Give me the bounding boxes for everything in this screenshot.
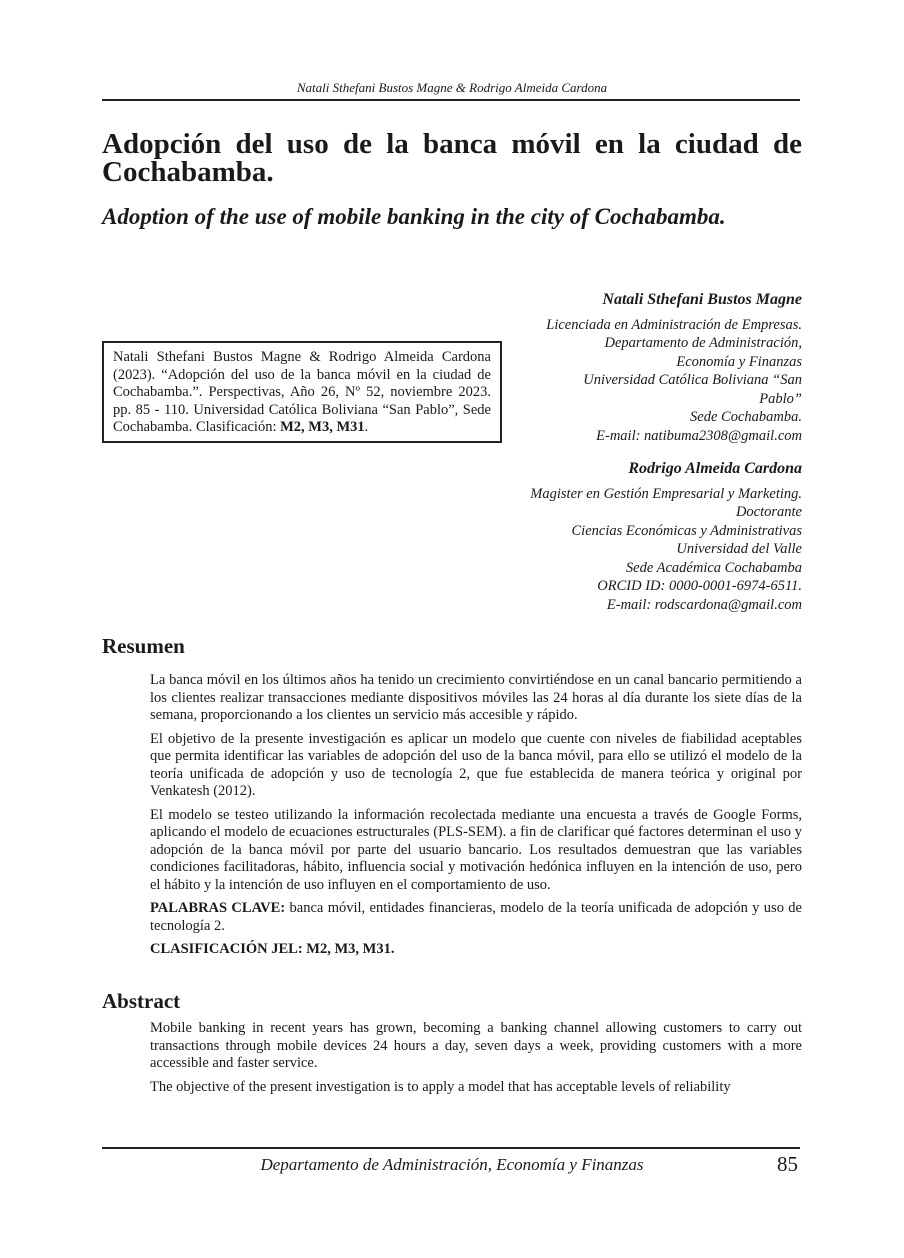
resumen-heading: Resumen <box>102 634 185 658</box>
running-header: Natali Sthefani Bustos Magne & Rodrigo Almeida Cardona <box>296 80 608 95</box>
page-number: 85 <box>777 1152 798 1176</box>
author-affiliation-line: Licenciada en Administración de Empresas. <box>546 316 802 333</box>
resumen-paragraph: La banca móvil en los últimos años ha tenido un crecimiento convirtiéndose en un canal bancario permitiendo a los clientes realizar transacciones mediante dispositivos móviles las 24 horas al día durante los siete días de la semana, proporcionando a los clientes un servicio más accesible y rápido. <box>150 672 802 723</box>
author-block-2 <box>482 460 802 614</box>
keywords-text: banca móvil, entidades financieras, modelo de la teoría unificada de adopción y uso de tecnología 2. <box>150 900 802 934</box>
author-block-1 <box>482 291 802 445</box>
footer-department: Departamento de Administración, Economía y Finanzas <box>260 1155 644 1174</box>
author-name: Natali Sthefani Bustos Magne <box>602 291 802 308</box>
footer-rule <box>102 1147 800 1149</box>
author-affiliation-line: Universidad Católica Boliviana “San <box>583 372 802 388</box>
resumen-body <box>150 672 802 965</box>
keywords-paragraph <box>150 900 802 935</box>
header-rule <box>102 99 800 101</box>
abstract-heading: Abstract <box>102 989 181 1013</box>
citation-end: . <box>364 419 369 435</box>
citation-codes: M2, M3, M31 <box>280 419 365 435</box>
author-email: E-mail: rodscardona@gmail.com <box>606 596 802 613</box>
author-affiliation-line: Departamento de Administración, <box>604 335 802 351</box>
title-english: Adoption of the use of mobile banking in the city of Cochabamba. <box>102 204 726 229</box>
author-name: Rodrigo Almeida Cardona <box>628 460 802 477</box>
citation-box <box>102 341 502 443</box>
keywords-label: PALABRAS CLAVE: <box>150 900 286 916</box>
resumen-paragraph: El modelo se testeo utilizando la información recolectada mediante una encuesta a través de Google Forms, aplicando el modelo de ecuaciones estructurales (PLS-SEM). a fin de clarificar qué factores determinan el uso y adopción de la banca móvil por parte del usuario bancario. Los resultados demuestran que las variables condiciones facilitadoras, hábito, influencia social y motivación hedónica influyen en la intención de uso, pero el hábito y la intención de uso influyen en el comportamiento de uso. <box>150 806 802 893</box>
title-spanish: Adopción del uso de la banca móvil en la ciudad de Cochabamba. <box>102 128 802 188</box>
abstract-paragraph: The objective of the present investigation is to apply a model that has acceptable levels of reliability <box>150 1078 731 1095</box>
citation-text: Natali Sthefani Bustos Magne & Rodrigo Almeida Cardona (2023). “Adopción del uso de la banca móvil en la ciudad de Cochabamba.”. Perspectivas, Año 26, Nº 52, noviembre 2023. pp. 85 - 110. Universidad Católica Boliviana “San Pablo”, Sede Cochabamba. Clasificación: <box>113 349 491 435</box>
abstract-paragraph: Mobile banking in recent years has grown, becoming a banking channel allowing customers to carry out transactions through mobile devices 24 hours a day, seven days a week, providing customers with a more accessible and faster service. <box>150 1020 802 1071</box>
author-affiliation-line: Doctorante <box>735 504 802 520</box>
resumen-paragraph: El objetivo de la presente investigación es aplicar un modelo que cuente con niveles de fiabilidad aceptables que permita identificar las variables de adopción del uso de la banca móvil, para ello se utilizó el modelo de la teoría unificada de adopción y uso de tecnología 2, que fue establecida de manera teórica y original por Venkatesh (2012). <box>150 730 802 799</box>
author-email: E-mail: natibuma2308@gmail.com <box>596 427 802 444</box>
author-affiliation-line: Magister en Gestión Empresarial y Marketing. <box>530 485 802 502</box>
author-affiliation-line: Sede Académica Cochabamba <box>625 559 802 576</box>
author-affiliation-line: Ciencias Económicas y Administrativas <box>571 522 802 539</box>
author-affiliation-line: Universidad del Valle <box>676 541 802 557</box>
author-affiliation-line: Pablo” <box>759 390 802 407</box>
author-orcid: ORCID ID: 0000-0001-6974-6511. <box>597 578 802 594</box>
abstract-body <box>150 1020 802 1102</box>
author-affiliation-line: Sede Cochabamba. <box>690 409 802 425</box>
jel-classification: CLASIFICACIÓN JEL: M2, M3, M31. <box>150 941 395 957</box>
author-affiliation-line: Economía y Finanzas <box>676 353 802 370</box>
